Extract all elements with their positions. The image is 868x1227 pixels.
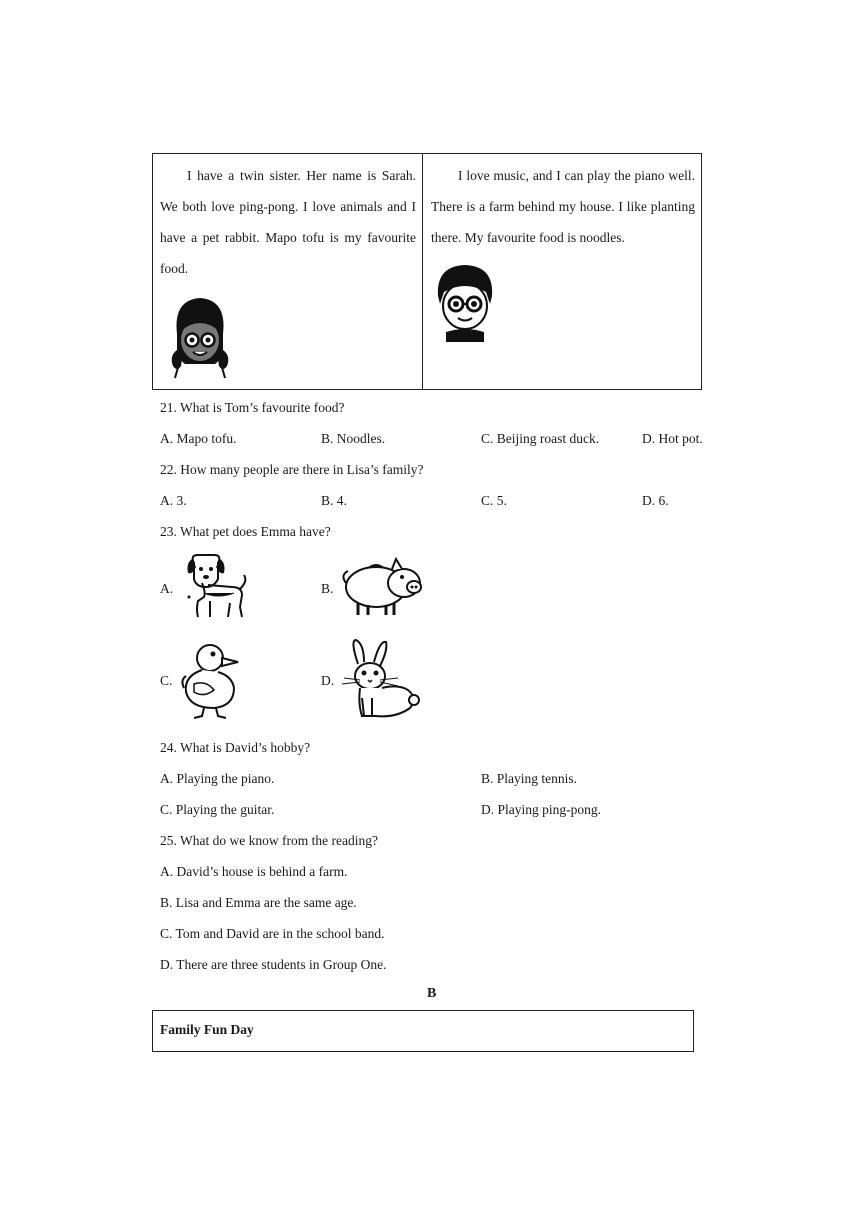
girl-portrait-icon: [165, 294, 235, 380]
q22-option-c[interactable]: C. 5.: [481, 493, 507, 508]
q23-option-d[interactable]: D.: [321, 673, 335, 688]
q24-option-b[interactable]: B. Playing tennis.: [481, 771, 578, 786]
question-24-stem: 24. What is David’s hobby?: [160, 740, 311, 755]
question-22-stem: 22. How many people are there in Lisa’s family?: [160, 462, 424, 477]
dog-icon: [184, 553, 250, 621]
duck-icon: [180, 640, 244, 720]
q23-option-b[interactable]: B.: [321, 581, 334, 596]
q23-option-c[interactable]: C.: [160, 673, 173, 688]
q24-option-c[interactable]: C. Playing the guitar.: [160, 802, 275, 817]
q21-option-d[interactable]: D. Hot pot.: [642, 431, 703, 446]
q21-option-b[interactable]: B. Noodles.: [321, 431, 386, 446]
q24-option-d[interactable]: D. Playing ping-pong.: [481, 802, 601, 817]
question-23-stem: 23. What pet does Emma have?: [160, 524, 331, 539]
table-divider: [422, 154, 423, 389]
passage-table: [152, 153, 702, 390]
q22-option-b[interactable]: B. 4.: [321, 493, 347, 508]
q25-option-d[interactable]: D. There are three students in Group One.: [160, 957, 387, 972]
section-b-heading: B: [427, 986, 437, 1001]
pig-icon: [342, 557, 424, 617]
q25-option-a[interactable]: A. David’s house is behind a farm.: [160, 864, 348, 879]
section-b-title: Family Fun Day: [160, 1022, 254, 1037]
section-b-title-box: [152, 1010, 694, 1052]
q25-option-b[interactable]: B. Lisa and Emma are the same age.: [160, 895, 357, 910]
passage-right-text: I love music, and I can play the piano well. There is a farm behind my house. I like planting there. My favourite food is noodles.: [431, 168, 695, 245]
passage-left: [160, 160, 416, 284]
passage-right: [431, 160, 695, 253]
q22-option-d[interactable]: D. 6.: [642, 493, 669, 508]
passage-left-text: I have a twin sister. Her name is Sarah. We both love ping-pong. I love animals and I have a pet rabbit. Mapo tofu is my favourite food.: [160, 168, 416, 276]
boy-portrait-icon: [432, 262, 498, 346]
q25-option-c[interactable]: C. Tom and David are in the school band.: [160, 926, 385, 941]
q24-option-a[interactable]: A. Playing the piano.: [160, 771, 275, 786]
question-21-stem: 21. What is Tom’s favourite food?: [160, 400, 345, 415]
q21-option-c[interactable]: C. Beijing roast duck.: [481, 431, 600, 446]
q22-option-a[interactable]: A. 3.: [160, 493, 187, 508]
rabbit-icon: [340, 638, 422, 720]
q21-option-a[interactable]: A. Mapo tofu.: [160, 431, 237, 446]
question-25-stem: 25. What do we know from the reading?: [160, 833, 378, 848]
q23-option-a[interactable]: A.: [160, 581, 174, 596]
